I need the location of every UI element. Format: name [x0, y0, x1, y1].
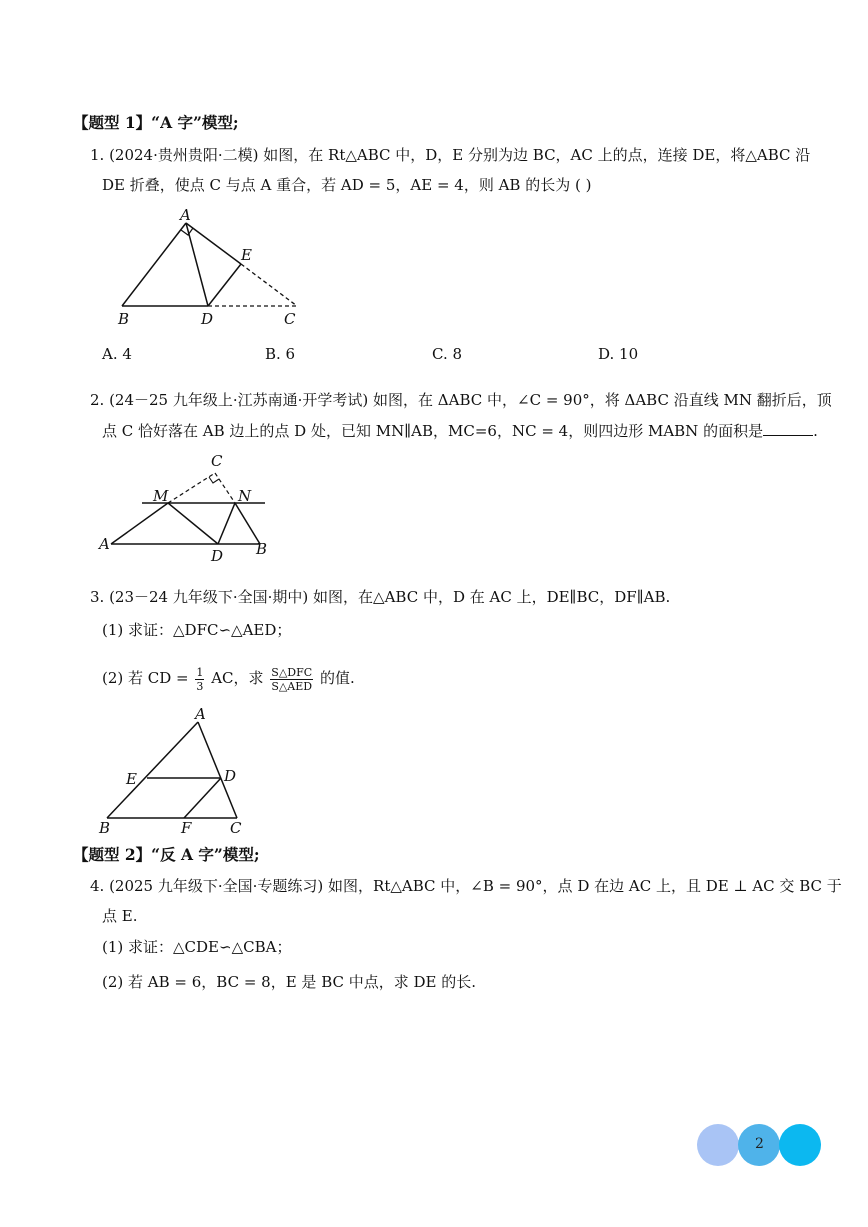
q2-figure: [95, 448, 285, 568]
q1-label-a: A: [180, 206, 191, 224]
q2-text-line2-end: .: [813, 422, 818, 440]
q2-text-line1: 2. (24－25 九年级上·江苏南通·开学考试) 如图，在 ΔABC 中，∠C = 90°，将 ΔABC 沿直线 MN 翻折后，顶: [90, 391, 832, 409]
q2-segment-mc-dashed: [168, 473, 215, 503]
page-number: 2: [755, 1136, 764, 1152]
q3-sub2-area-ratio: [270, 666, 313, 693]
q2-label-d: D: [211, 547, 224, 565]
q3-sub2-fraction-num: 1: [196, 665, 204, 679]
q3-sub2-mid: AC，求: [211, 669, 264, 687]
q1-text-line2: DE 折叠，使点 C 与点 A 重合，若 AD = 5，AE = 4，则 AB 的长为 ( ): [102, 176, 592, 194]
q1-label-d: D: [201, 310, 214, 328]
q1-segment-de: [208, 264, 241, 306]
q2-label-a: A: [99, 535, 110, 553]
q3-sub2: [102, 658, 355, 698]
q1-segment-ad: [186, 223, 208, 306]
q4-text-line1: 4. (2025 九年级下·全国·专题练习) 如图，Rt△ABC 中，∠B = 90°，点 D 在边 AC 上，且 DE ⊥ AC 交 BC 于: [90, 877, 842, 895]
q4-text-line2: 点 E.: [102, 907, 138, 925]
q4-sub1: (1) 求证：△CDE∽△CBA；: [102, 938, 292, 956]
q3-label-c: C: [230, 819, 242, 837]
footer-circle-right: [779, 1124, 821, 1166]
q2-label-n: N: [238, 487, 252, 505]
q1-label-c: C: [284, 310, 296, 328]
q1-segment-ab: [122, 223, 186, 306]
q3-label-e: E: [126, 770, 137, 788]
q1-choice-a: A. 4: [102, 345, 132, 363]
q2-label-c: C: [211, 452, 223, 470]
q2-segment-nb: [235, 503, 260, 544]
q2-segment-cn-dashed: [215, 473, 235, 503]
q3-label-a: A: [195, 705, 206, 723]
q2-segment-am: [111, 503, 168, 544]
q2-label-b: B: [256, 540, 268, 558]
q3-sub2-fraction: [195, 666, 204, 693]
q1-figure: [110, 200, 310, 330]
q4-sub2: (2) 若 AB = 6，BC = 8，E 是 BC 中点，求 DE 的长.: [102, 973, 477, 991]
q3-label-f: F: [181, 819, 192, 837]
q3-sub2-prefix: (2) 若 CD =: [102, 669, 189, 687]
q3-sub2-suffix: 的值.: [319, 669, 355, 687]
q3-figure: [95, 705, 255, 840]
q1-choice-c: C. 8: [432, 345, 463, 363]
q3-segment-df: [184, 778, 221, 818]
q3-sub2-area-ratio-num: S△DFC: [271, 665, 313, 679]
q3-sub2-fraction-den: 3: [196, 679, 204, 693]
q3-label-d: D: [224, 767, 237, 785]
section-header-1: 【题型 1】“A 字”模型;: [73, 113, 239, 132]
q2-segment-dn: [218, 503, 235, 544]
q1-text-line1: 1. (2024·贵州贵阳·二模) 如图，在 Rt△ABC 中，D，E 分别为边 BC，AC 上的点，连接 DE，将△ABC 沿: [90, 146, 811, 164]
q1-segment-ae: [186, 223, 241, 264]
q2-answer-blank: [763, 421, 813, 436]
section-header-2: 【题型 2】“反 A 字”模型;: [73, 845, 260, 864]
q1-choice-d: D. 10: [598, 345, 639, 363]
q3-segment-ab: [107, 722, 198, 818]
q1-label-b: B: [118, 310, 130, 328]
q2-segment-md: [168, 503, 218, 544]
q2-label-m: M: [153, 487, 169, 505]
q3-sub1: (1) 求证：△DFC∽△AED；: [102, 621, 292, 639]
footer-circle-left: [697, 1124, 739, 1166]
q2-right-angle-mark: [209, 477, 219, 483]
q1-label-e: E: [241, 246, 252, 264]
q3-sub2-area-ratio-den: S△AED: [271, 679, 313, 693]
q1-segment-ec-dashed: [241, 264, 297, 306]
q2-text-line2: [102, 421, 818, 441]
q1-choice-b: B. 6: [265, 345, 296, 363]
q2-text-line2-main: 点 C 恰好落在 AB 边上的点 D 处，已知 MN∥AB，MC=6，NC = 4，则四边形 MABN 的面积是: [102, 422, 764, 440]
q3-label-b: B: [99, 819, 111, 837]
q3-text-line1: 3. (23－24 九年级下·全国·期中) 如图，在△ABC 中，D 在 AC 上，DE∥BC，DF∥AB.: [90, 588, 671, 606]
